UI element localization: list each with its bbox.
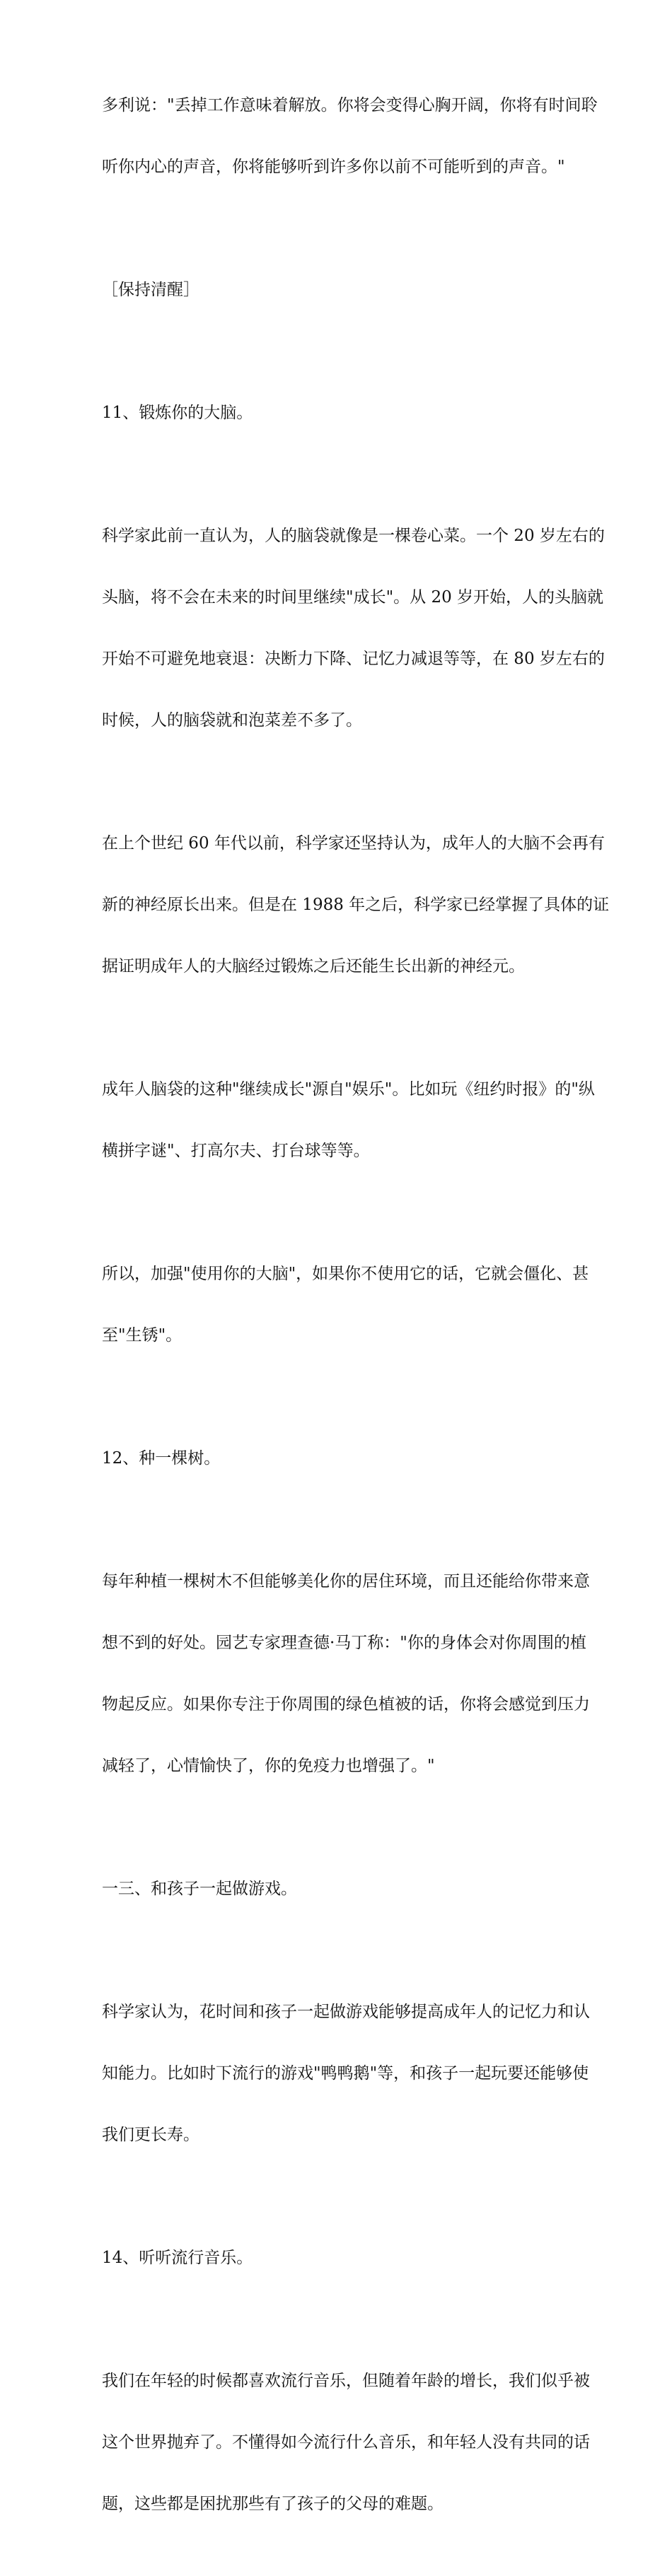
text-line: 所以，加强"使用你的大脑"，如果你不使用它的话，它就会僵化、甚 (102, 1265, 589, 1283)
paragraph-pop-music (102, 2330, 622, 2555)
item-heading-12 (102, 1407, 622, 1510)
text-line: 时候，人的脑袋就和泡菜差不多了。 (102, 711, 362, 730)
text-line: 横拼字谜"、打高尔夫、打台球等等。 (102, 1142, 370, 1160)
text-line: 知能力。比如时下流行的游戏"鸭鸭鹅"等，和孩子一起玩要还能够使 (102, 2064, 589, 2083)
paragraph-plant-tree (102, 1530, 622, 1817)
text-line: 减轻了，心情愉快了，你的免疫力也增强了。" (102, 1757, 435, 1775)
item-heading-14 (102, 2207, 622, 2309)
section-heading-stay-alert (102, 239, 622, 341)
item-heading-11 (102, 362, 622, 464)
text-line: 我们在年轻的时候都喜欢流行音乐，但随着年龄的增长，我们似乎被 (102, 2372, 590, 2390)
text-line: 新的神经原长出来。但是在 1988 年之后，科学家已经掌握了具体的证 (102, 896, 610, 914)
text-line: 多利说："丢掉工作意味着解放。你将会变得心胸开阔，你将有时间聆 (102, 96, 598, 115)
text-line: 在上个世纪 60 年代以前，科学家还坚持认为，成年人的大脑不会再有 (102, 834, 605, 853)
text-line: ［保持清醒］ (102, 281, 199, 299)
text-line: 想不到的好处。园艺专家理查德·马丁称："你的身体会对你周围的植 (102, 1634, 586, 1652)
paragraph-entertainment (102, 1038, 622, 1202)
text-line: 这个世界抛弃了。不懂得如今流行什么音乐，和年轻人没有共同的话 (102, 2433, 590, 2452)
text-line: 一三、和孩子一起做游戏。 (102, 1880, 297, 1898)
text-line: 科学家认为，花时间和孩子一起做游戏能够提高成年人的记忆力和认 (102, 2003, 590, 2021)
text-line: 至"生锈"。 (102, 1326, 183, 1345)
document-page (102, 54, 622, 2576)
text-line: 每年种植一棵树木不但能够美化你的居住环境，而且还能给你带来意 (102, 1572, 590, 1591)
text-line: 听你内心的声音，你将能够听到许多你以前不可能听到的声音。" (102, 158, 565, 176)
paragraph-play-children (102, 1961, 622, 2186)
text-line: 12、种一棵树。 (102, 1449, 221, 1468)
text-line: 据证明成年人的大脑经过锻炼之后还能生长出新的神经元。 (102, 957, 525, 976)
paragraph-brain-cabbage (102, 485, 622, 772)
text-line: 开始不可避免地衰退：决断力下降、记忆力减退等等，在 80 岁左右的 (102, 650, 605, 668)
text-line: 科学家此前一直认为，人的脑袋就像是一棵卷心菜。一个 20 岁左右的 (102, 527, 605, 545)
text-line: 物起反应。如果你专注于你周围的绿色植被的话，你将会感觉到压力 (102, 1695, 590, 1714)
paragraph-use-brain (102, 1223, 622, 1387)
text-line: 成年人脑袋的这种"继续成长"源自"娱乐"。比如玩《纽约时报》的"纵 (102, 1080, 595, 1099)
paragraph-dorli-quote (102, 54, 622, 218)
text-line: 头脑，将不会在未来的时间里继续"成长"。从 20 岁开始，人的头脑就 (102, 588, 604, 607)
text-line: 14、听听流行音乐。 (102, 2249, 253, 2267)
item-heading-13 (102, 1838, 622, 1940)
paragraph-neurons (102, 792, 622, 1018)
text-line: 我们更长寿。 (102, 2126, 199, 2144)
text-line: 题，这些都是困扰那些有了孩子的父母的难题。 (102, 2495, 444, 2513)
text-line: 11、锻炼你的大脑。 (102, 404, 253, 422)
